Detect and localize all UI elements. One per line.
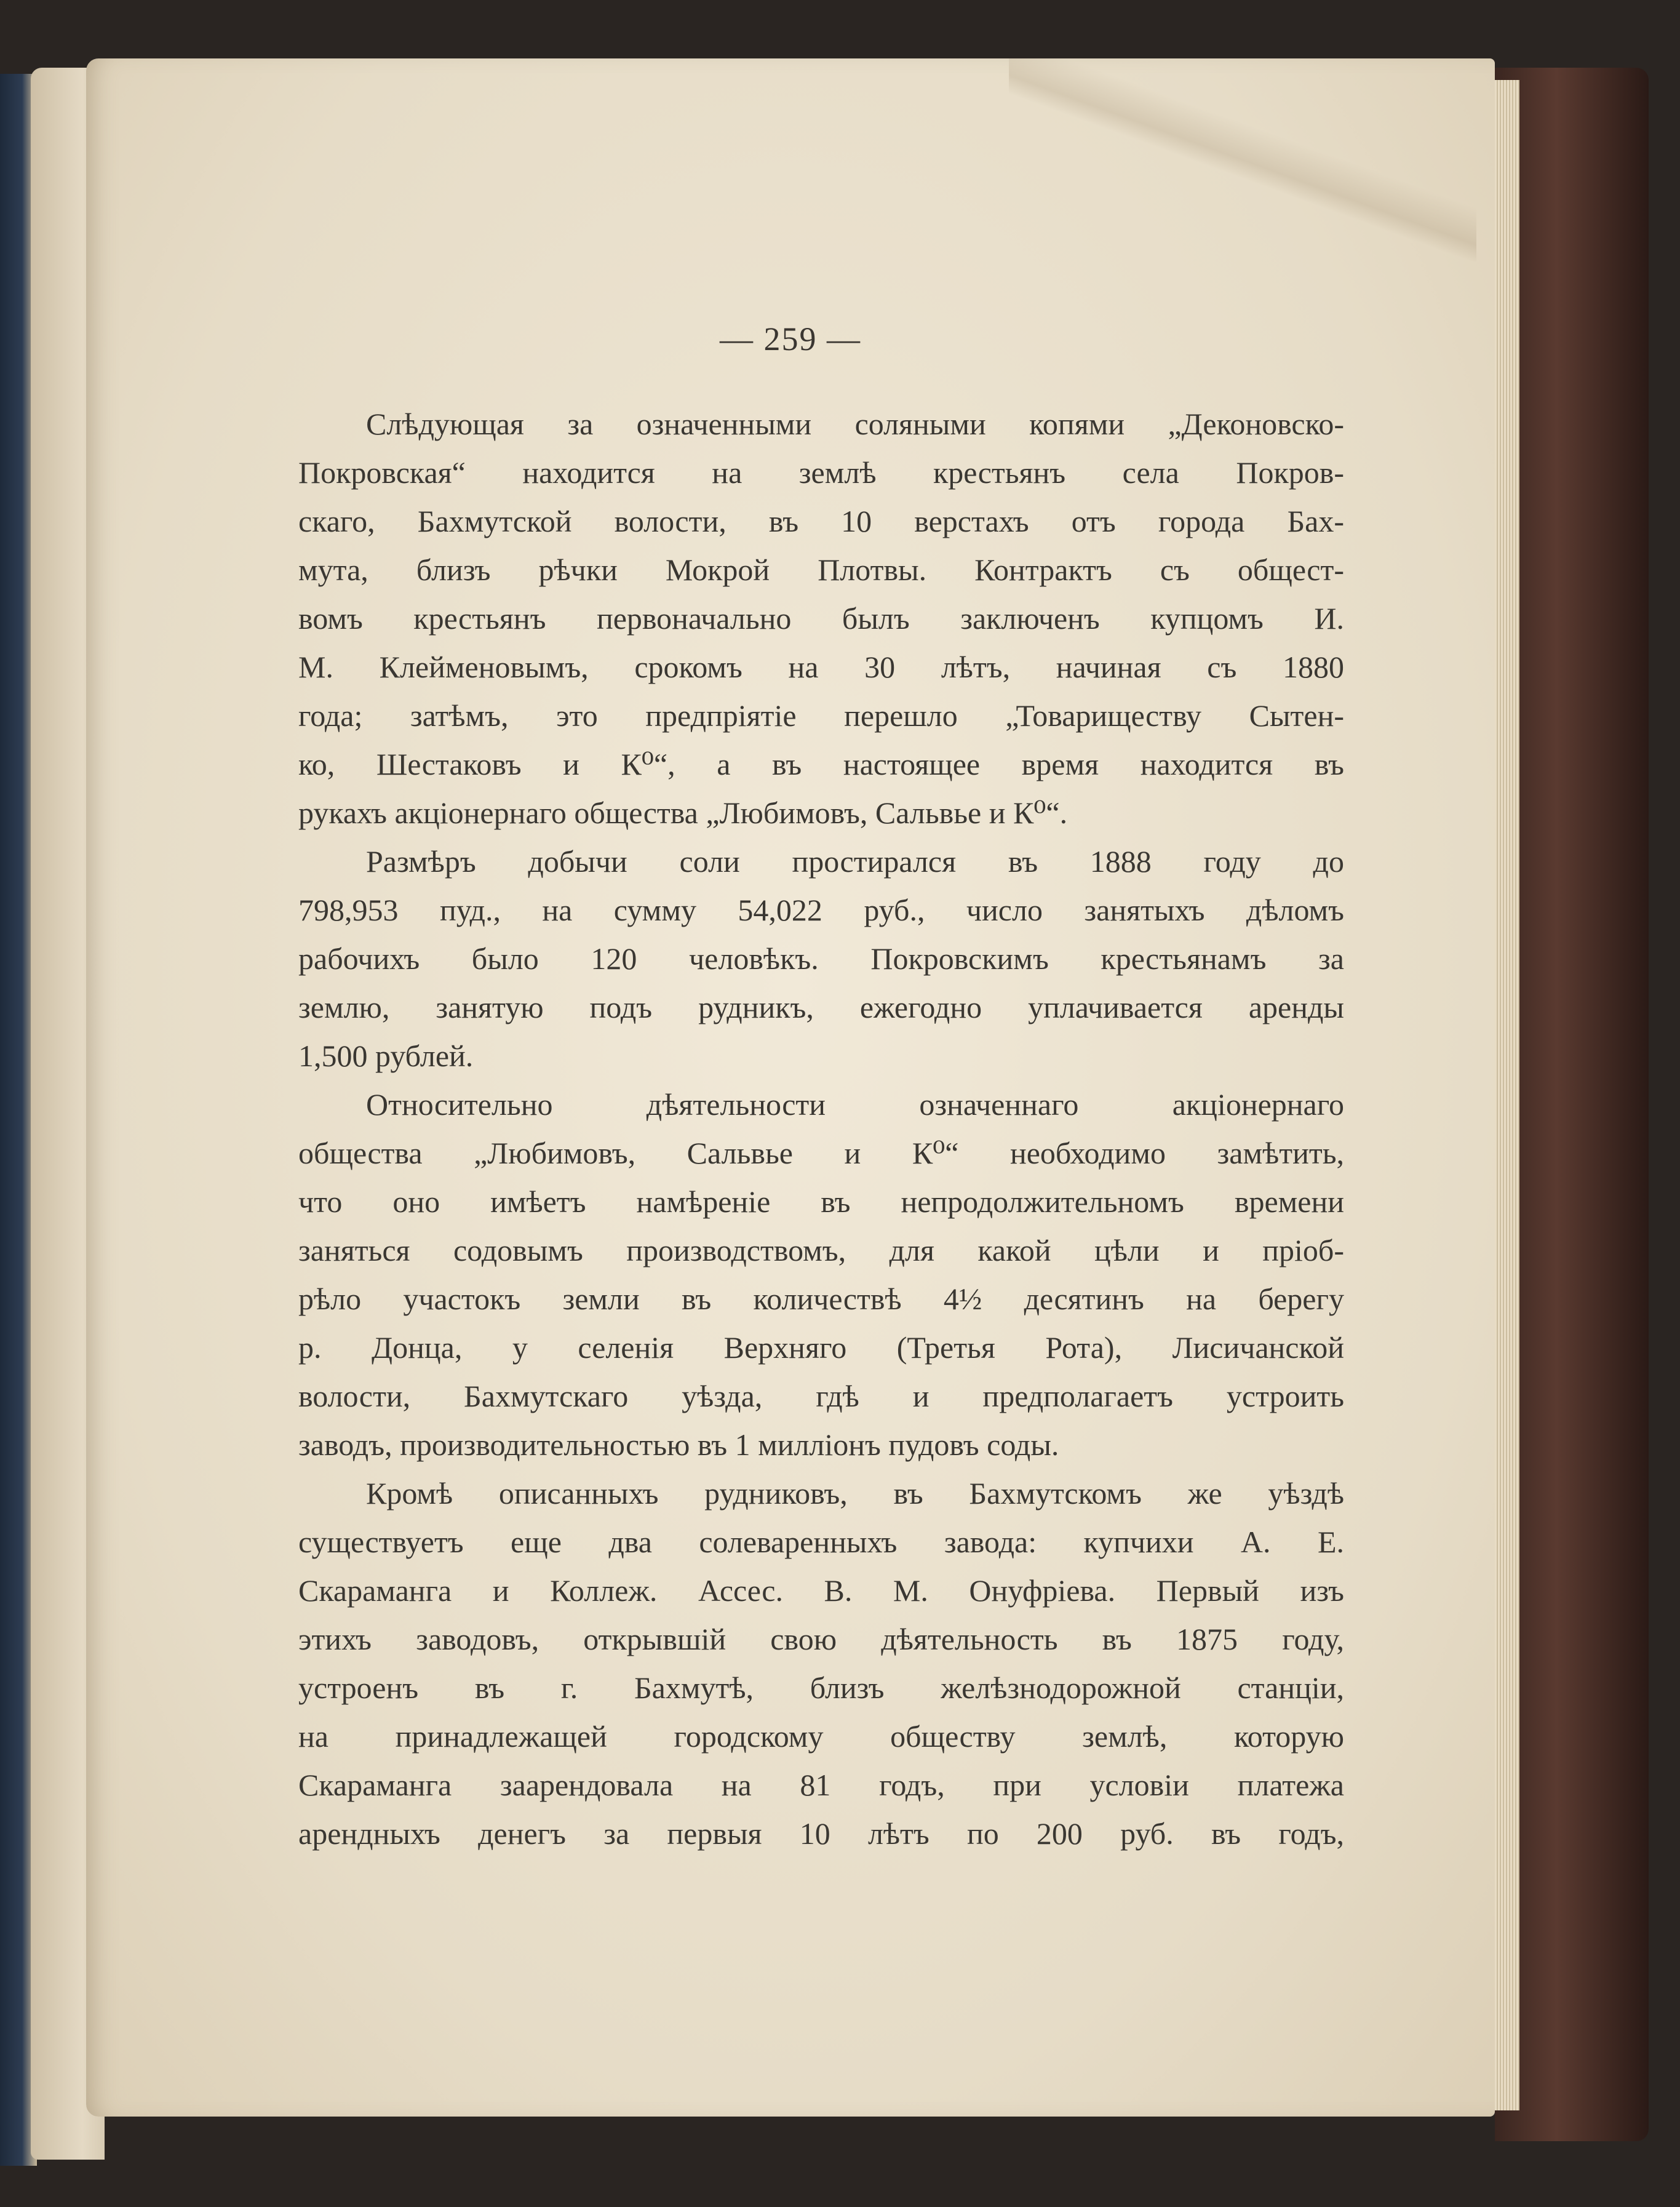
text-line: арендныхъ денегъ за первыя 10 лѣтъ по 200 руб. въ годъ,	[298, 1816, 1344, 1851]
text-line: Скараманга заарендовала на 81 годъ, при условіи платежа	[298, 1768, 1344, 1802]
paragraph-4	[298, 1469, 1344, 1858]
text-line: устроенъ въ г. Бахмутѣ, близъ желѣзнодорожной станціи,	[298, 1670, 1344, 1705]
text-line: 798,953 пуд., на сумму 54,022 руб., число занятыхъ дѣломъ	[298, 893, 1344, 927]
text-line: Скараманга и Коллеж. Ассес. В. М. Онуфріева. Первый изъ	[298, 1573, 1344, 1608]
text-line: заводъ, производительностью въ 1 милліонъ пудовъ соды.	[298, 1427, 1059, 1462]
text-line: вомъ крестьянъ первоначально былъ заключенъ купцомъ И.	[298, 601, 1344, 636]
text-line: рабочихъ было 120 человѣкъ. Покровскимъ крестьянамъ за	[298, 941, 1344, 976]
text-line: землю, занятую подъ рудникъ, ежегодно уплачивается аренды	[298, 990, 1344, 1024]
paragraph-3	[298, 1080, 1344, 1469]
text-line: М. Клейменовымъ, срокомъ на 30 лѣтъ, начиная съ 1880	[298, 650, 1344, 684]
text-line: общества „Любимовъ, Сальвье и К⁰“ необходимо замѣтить,	[298, 1136, 1344, 1170]
text-line: р. Донца, у селенія Верхняго (Третья Рота), Лисичанской	[298, 1330, 1344, 1365]
page-number: — 259 —	[720, 321, 861, 357]
text-line: заняться содовымъ производствомъ, для какой цѣли и пріоб-	[298, 1233, 1344, 1267]
text-line: существуетъ еще два солеваренныхъ завода: купчихи А. Е.	[298, 1525, 1344, 1559]
text-line: на принадлежащей городскому обществу землѣ, которую	[298, 1719, 1344, 1754]
text-line: рѣло участокъ земли въ количествѣ 4½ десятинъ на берегу	[298, 1282, 1344, 1316]
text-line: ко, Шестаковъ и К⁰“, а въ настоящее время находится въ	[298, 747, 1344, 781]
text-line: Размѣръ добычи соли простирался въ 1888 году до	[366, 844, 1344, 879]
paragraph-2	[298, 837, 1344, 1080]
text-line: волости, Бахмутскаго уѣзда, гдѣ и предполагаетъ устроить	[298, 1379, 1344, 1413]
text-line: Слѣдующая за означенными соляными копями „Деконовско-	[366, 407, 1344, 441]
text-line: рукахъ акціонернаго общества „Любимовъ, Сальвье и К⁰“.	[298, 796, 1068, 830]
text-line: мута, близъ рѣчки Мокрой Плотвы. Контрактъ съ общест-	[298, 553, 1344, 587]
text-line: этихъ заводовъ, открывшій свою дѣятельность въ 1875 году,	[298, 1622, 1344, 1656]
page-fold	[1009, 58, 1476, 261]
text-line: что оно имѣетъ намѣреніе въ непродолжительномъ времени	[298, 1184, 1344, 1219]
paragraph-1	[298, 400, 1344, 837]
text-line: Кромѣ описанныхъ рудниковъ, въ Бахмутскомъ же уѣздѣ	[366, 1476, 1344, 1511]
text-body	[298, 400, 1344, 1858]
text-line: скаго, Бахмутской волости, въ 10 верстахъ отъ города Бах-	[298, 504, 1344, 538]
text-line: Покровская“ находится на землѣ крестьянъ села Покров-	[298, 455, 1344, 490]
book-page	[86, 58, 1495, 2117]
text-line: 1,500 рублей.	[298, 1039, 474, 1073]
text-line: Относительно дѣятельности означеннаго акціонернаго	[366, 1087, 1344, 1122]
text-line: года; затѣмъ, это предпріятіе перешло „Товариществу Сытен-	[298, 698, 1344, 733]
